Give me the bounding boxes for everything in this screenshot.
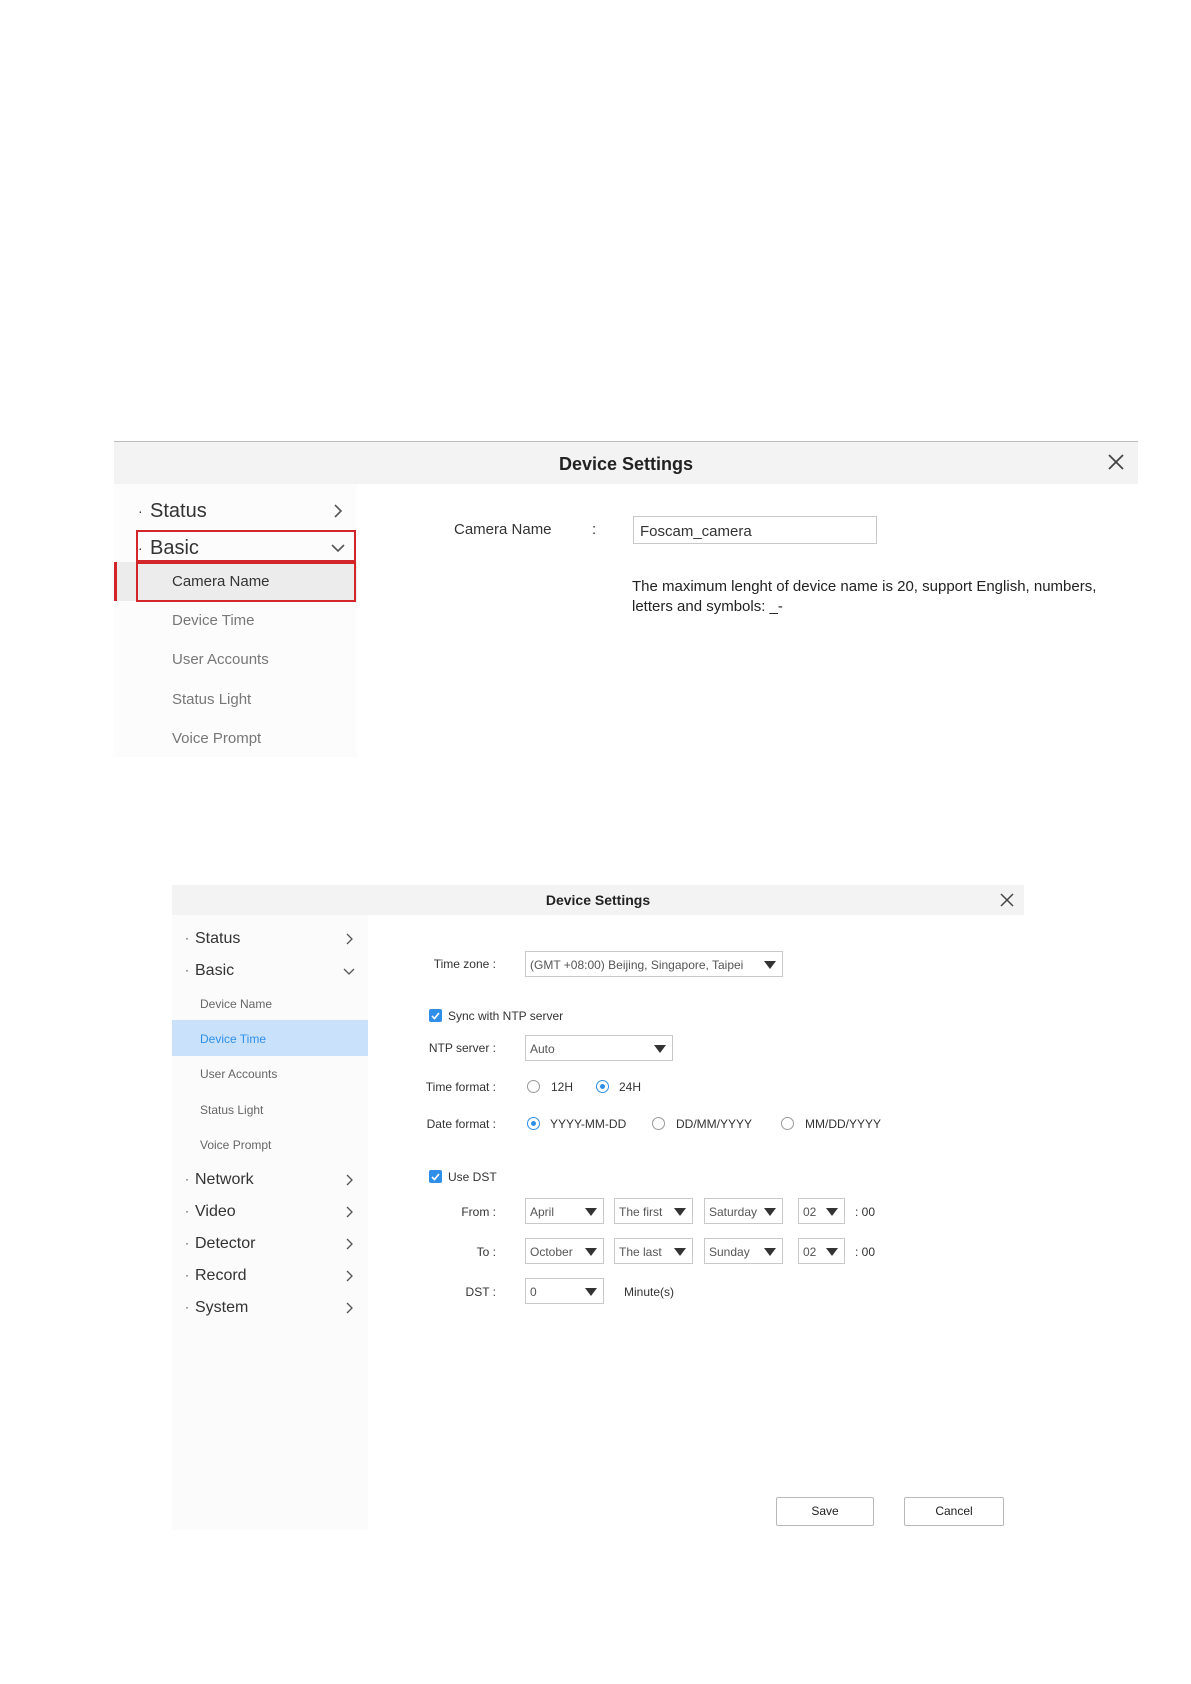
time-format-12h-label: 12H xyxy=(551,1080,574,1094)
date-format-dd-mm-yyyy-radio[interactable] xyxy=(652,1117,665,1130)
date-format-dd-mm-yyyy-label: DD/MM/YYYY xyxy=(676,1117,753,1131)
time-format-24h-radio[interactable] xyxy=(596,1080,609,1093)
sidebar-item-record[interactable] xyxy=(185,1264,365,1290)
dropdown-arrow-icon xyxy=(674,1208,686,1216)
dst-offset-value: 0 xyxy=(530,1285,537,1299)
camera-name-label: Camera Name xyxy=(454,521,552,538)
highlight-box-basic xyxy=(136,530,356,562)
dst-offset-select[interactable] xyxy=(525,1278,604,1304)
dst-to-day-value: Sunday xyxy=(709,1245,750,1259)
bullet: · xyxy=(185,963,189,977)
sidebar-subitem-voice-prompt[interactable]: Voice Prompt xyxy=(200,1138,272,1152)
close-icon[interactable] xyxy=(1102,448,1130,476)
dropdown-arrow-icon xyxy=(826,1248,838,1256)
dst-to-day-select[interactable] xyxy=(704,1238,783,1264)
use-dst-label: Use DST xyxy=(448,1170,497,1184)
ntp-server-select[interactable] xyxy=(525,1035,673,1061)
bullet: · xyxy=(138,503,143,519)
sidebar-item-label: Status xyxy=(150,500,207,522)
dst-from-hour-value: 02 xyxy=(803,1205,817,1219)
date-format-yyyy-mm-dd-label: YYYY-MM-DD xyxy=(550,1117,627,1131)
sidebar-item-status[interactable] xyxy=(185,927,365,953)
bullet: · xyxy=(138,540,143,556)
time-zone-value: (GMT +08:00) Beijing, Singapore, Taipei xyxy=(530,958,744,972)
dst-offset-unit: Minute(s) xyxy=(624,1285,675,1299)
dst-to-hour-select[interactable] xyxy=(798,1238,845,1264)
dropdown-arrow-icon xyxy=(585,1248,597,1256)
dst-to-week-select[interactable] xyxy=(614,1238,693,1264)
dst-to-week-value: The last xyxy=(619,1245,662,1259)
dropdown-arrow-icon xyxy=(674,1248,686,1256)
dropdown-arrow-icon xyxy=(585,1208,597,1216)
bullet: · xyxy=(185,1300,189,1314)
time-format-label: Time format : xyxy=(425,1080,496,1094)
sidebar-item-detector[interactable] xyxy=(185,1232,365,1258)
date-format-mm-dd-yyyy-label: MM/DD/YYYY xyxy=(805,1117,882,1131)
active-item-indicator xyxy=(114,562,117,601)
sidebar-subitem-device-time[interactable]: Device Time xyxy=(200,1032,267,1046)
sidebar-item-label: Video xyxy=(195,1203,236,1220)
sidebar-item-network[interactable] xyxy=(185,1168,365,1194)
sidebar-subitem-status-light[interactable]: Status Light xyxy=(200,1103,264,1117)
time-format-12h-radio[interactable] xyxy=(527,1080,540,1093)
sidebar-item-video[interactable] xyxy=(185,1200,365,1226)
dropdown-arrow-icon xyxy=(764,961,776,969)
sidebar-subitem-voice-prompt[interactable]: Voice Prompt xyxy=(172,730,262,747)
sidebar-item-label: Basic xyxy=(195,962,235,979)
label-colon: : xyxy=(592,521,597,538)
sidebar-item-label: System xyxy=(195,1299,249,1316)
dst-to-month-select[interactable] xyxy=(525,1238,604,1264)
sidebar-item-label: Status xyxy=(195,930,241,947)
ntp-server-label: NTP server : xyxy=(428,1041,496,1055)
dst-to-hour-value: 02 xyxy=(803,1245,817,1259)
dst-from-month-value: April xyxy=(530,1205,555,1219)
sidebar-subitem-device-name[interactable]: Device Name xyxy=(200,997,273,1011)
bullet: · xyxy=(185,1268,189,1282)
chevron-right-icon xyxy=(343,1302,355,1314)
dst-from-week-value: The first xyxy=(619,1205,663,1219)
sidebar-subitem-user-accounts[interactable]: User Accounts xyxy=(200,1067,278,1081)
bullet: · xyxy=(185,1204,189,1218)
dst-from-minute: : 00 xyxy=(855,1205,876,1219)
close-icon[interactable] xyxy=(998,891,1016,909)
chevron-right-icon xyxy=(343,1206,355,1218)
sidebar xyxy=(172,915,368,1530)
chevron-right-icon xyxy=(343,1238,355,1250)
camera-name-input[interactable]: Foscam_camera xyxy=(633,516,877,544)
bullet: · xyxy=(185,931,189,945)
dropdown-arrow-icon xyxy=(764,1248,776,1256)
sync-ntp-label: Sync with NTP server xyxy=(448,1009,564,1023)
time-zone-select[interactable] xyxy=(525,951,783,977)
sidebar-item-label: Network xyxy=(195,1171,254,1188)
dst-to-label: To : xyxy=(476,1245,496,1259)
cancel-button[interactable]: Cancel xyxy=(904,1497,1004,1526)
camera-name-hint: The maximum lenght of device name is 20, support English, numbers, letters and symbols: _- xyxy=(632,578,1097,615)
dialog-title: Device Settings xyxy=(545,892,651,908)
device-settings-panel-camera-name xyxy=(114,441,1138,757)
sidebar-subitem-user-accounts[interactable]: User Accounts xyxy=(172,651,269,668)
bullet: · xyxy=(185,1172,189,1186)
dst-from-label: From : xyxy=(461,1205,496,1219)
chevron-right-icon xyxy=(330,503,346,519)
sidebar-item-label: Record xyxy=(195,1267,247,1284)
date-format-yyyy-mm-dd-radio[interactable] xyxy=(527,1117,540,1130)
sidebar-subitem-device-time[interactable]: Device Time xyxy=(172,612,255,629)
title-bar xyxy=(172,885,1024,915)
dst-to-month-value: October xyxy=(530,1245,573,1259)
dst-from-month-select[interactable] xyxy=(525,1198,604,1224)
dst-offset-label: DST : xyxy=(465,1285,496,1299)
dst-from-week-select[interactable] xyxy=(614,1198,693,1224)
use-dst-checkbox[interactable] xyxy=(429,1170,442,1183)
dropdown-arrow-icon xyxy=(585,1288,597,1296)
dst-to-minute: : 00 xyxy=(855,1245,876,1259)
date-format-mm-dd-yyyy-radio[interactable] xyxy=(781,1117,794,1130)
dropdown-arrow-icon xyxy=(826,1208,838,1216)
chevron-right-icon xyxy=(343,1174,355,1186)
sidebar-item-label: Detector xyxy=(195,1235,256,1252)
sidebar-item-status[interactable] xyxy=(138,497,354,529)
dst-from-hour-select[interactable] xyxy=(798,1198,845,1224)
dialog-title: Device Settings xyxy=(558,454,694,474)
bullet: · xyxy=(185,1236,189,1250)
title-bar xyxy=(114,442,1138,484)
dropdown-arrow-icon xyxy=(764,1208,776,1216)
chevron-right-icon xyxy=(343,1270,355,1282)
chevron-right-icon xyxy=(343,933,355,945)
dropdown-arrow-icon xyxy=(654,1045,666,1053)
sidebar-subitem-status-light[interactable]: Status Light xyxy=(172,691,252,708)
checkmark-icon xyxy=(430,1171,441,1182)
dst-from-day-value: Saturday xyxy=(709,1205,758,1219)
save-button[interactable]: Save xyxy=(776,1497,874,1526)
sidebar-item-system[interactable] xyxy=(185,1296,365,1322)
sync-ntp-checkbox[interactable] xyxy=(429,1009,442,1022)
date-format-label: Date format : xyxy=(426,1117,496,1131)
time-format-24h-label: 24H xyxy=(619,1080,642,1094)
device-settings-panel-device-time xyxy=(172,885,1024,1530)
time-zone-label: Time zone : xyxy=(433,957,496,971)
sidebar-item-basic[interactable] xyxy=(185,959,365,985)
chevron-down-icon xyxy=(343,965,355,977)
sidebar xyxy=(114,484,357,757)
ntp-server-value: Auto xyxy=(530,1042,555,1056)
checkmark-icon xyxy=(430,1010,441,1021)
sidebar-item-label: Basic xyxy=(150,537,199,559)
dst-from-day-select[interactable] xyxy=(704,1198,783,1224)
sidebar-subitem-camera-name[interactable]: Camera Name xyxy=(172,573,270,590)
